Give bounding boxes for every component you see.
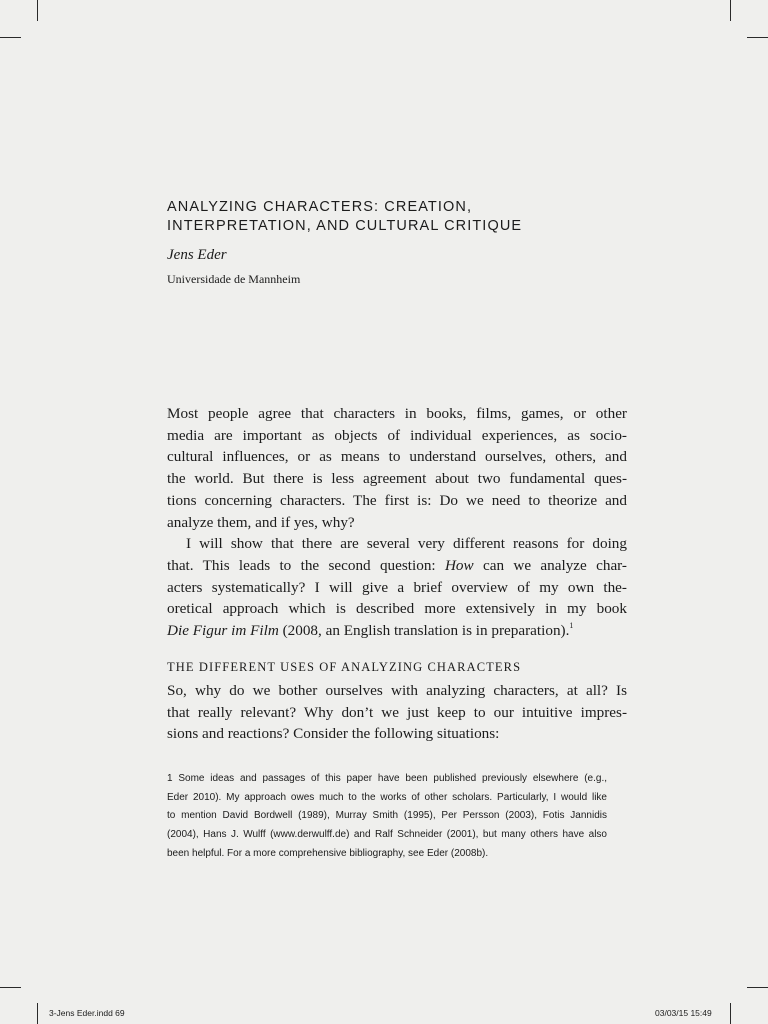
crop-mark [0,37,21,38]
text-line: oretical approach which is described more extensively in my book [167,600,627,618]
text-line: tions concerning characters. The first is: Do we need to theorize and [167,491,627,509]
crop-mark [0,987,21,988]
text-line: the world. But there is less agreement about two fundamental ques- [167,470,627,488]
author-name: Jens Eder [167,247,227,263]
crop-mark [747,987,768,988]
text-line: media are important as objects of individual experiences, as socio- [167,426,627,444]
footnote-line: been helpful. For a more comprehensive bibliography, see Eder (2008b). [167,847,489,859]
text-line: that really relevant? Why don’t we just keep to our intuitive impres- [167,703,627,721]
text-line: cultural influences, or as means to understand ourselves, others, and [167,448,627,466]
footnote-line: to mention David Bordwell (1989), Murray Smith (1995), Per Persson (2003), Fotis Jannidis [167,810,607,822]
title-line: ANALYZING CHARACTERS: CREATION, [167,199,473,215]
emphasis: How [444,556,474,574]
slug-file-info: 3-Jens Eder.indd 69 [49,1008,125,1018]
intro-paragraphs [167,403,627,644]
footnote-line: (2004), Hans J. Wulff (www.derwulff.de) and Ralf Schneider (2001), but many others have also [167,829,607,841]
title-line: INTERPRETATION, AND CULTURAL CRITIQUE [167,218,523,234]
book-title: Die Figur im Film [167,622,279,640]
section-heading: THE DIFFERENT USES OF ANALYZING CHARACTERS [167,660,522,674]
footnote-line: 1 Some ideas and passages of this paper have been published previously elsewhere (e.g., [167,773,607,784]
article-title [167,198,667,236]
crop-mark [37,0,38,21]
text-line: So, why do we bother ourselves with analyzing characters, at all? Is [167,682,627,699]
slug-timestamp: 03/03/15 15:49 [655,1008,712,1018]
text-line: sions and reactions? Consider the following situations: [167,725,500,743]
footnote-reference[interactable]: 1 [569,621,574,631]
crop-mark [747,37,768,38]
crop-mark [730,0,731,21]
text-line: acters systematically? I will give a brief overview of my own the- [167,578,627,596]
text-line: Most people agree that characters in books, films, games, or other [167,405,627,422]
text-line: analyze them, and if yes, why? [167,513,355,531]
section-paragraph [167,680,627,745]
footnote [167,770,607,864]
crop-mark [730,1003,731,1024]
text-line: Die Figur im Film (2008, an English translation is in preparation).$^1$ [167,621,574,640]
crop-mark [37,1003,38,1024]
author-affiliation: Universidade de Mannheim [167,272,301,286]
footnote-line: Eder 2010). My approach owes much to the works of other scholars. Particularly, I would like [167,791,607,803]
text-line: I will show that there are several very different reasons for doing [186,535,627,553]
text-line: that. This leads to the second question: How can we analyze char- [167,556,627,574]
